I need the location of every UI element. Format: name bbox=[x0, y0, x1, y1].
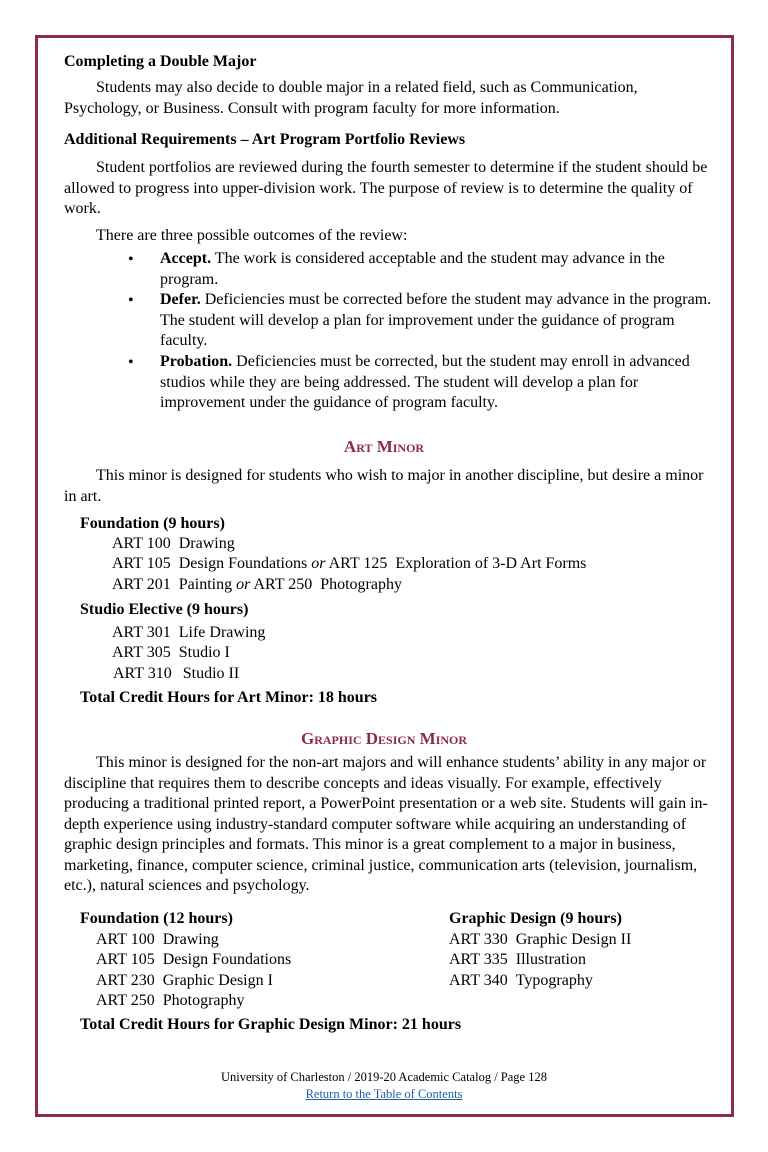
footer-link-wrap bbox=[0, 1086, 768, 1102]
course-code: ART 230 bbox=[96, 972, 155, 989]
course-row bbox=[449, 971, 593, 991]
art-minor-body: This minor is designed for students who wish to major in another discipline, but desire a minor in art. bbox=[64, 467, 704, 505]
bullet-icon: • bbox=[128, 292, 134, 309]
outcome-text: Deficiencies must be corrected before the student may advance in the program. The student will develop a plan for improvement under the guidance of program faculty. bbox=[160, 291, 712, 349]
course-row bbox=[449, 930, 631, 950]
gd-minor-body: This minor is designed for the non-art majors and will enhance students’ ability in any major or discipline that requires them to describe concepts and ideas visually. For example, effectively producing a traditional printed report, a PowerPoint presentation or a web site. Students will gain in-depth experience using industry-standard computer software while acquiring an understanding of graphic design principles and formats. This minor is a great complement to a major in business, marketing, finance, computer science, criminal justice, communication arts (television, journalism, etc.), natural sciences and psychology. bbox=[64, 754, 708, 894]
outcome-term: Defer. bbox=[160, 291, 201, 308]
or-connector: or bbox=[236, 576, 251, 593]
course-code: ART 105 bbox=[112, 555, 171, 572]
course-code: ART 340 bbox=[449, 972, 508, 989]
portfolio-heading: Additional Requirements – Art Program Portfolio Reviews bbox=[64, 131, 466, 148]
outcome-probation bbox=[160, 352, 720, 414]
course-title: Painting bbox=[178, 576, 233, 593]
course-code: ART 201 bbox=[112, 576, 171, 593]
outcome-term: Probation. bbox=[160, 353, 233, 370]
course-code: ART 330 bbox=[449, 931, 508, 948]
course-row bbox=[449, 950, 586, 970]
course-code: ART 125 bbox=[328, 555, 388, 572]
course-row bbox=[112, 623, 265, 643]
course-row bbox=[112, 554, 586, 574]
outcome-defer bbox=[160, 290, 720, 352]
outcome-term: Accept. bbox=[160, 250, 212, 267]
course-title: Design Foundations bbox=[162, 951, 292, 968]
double-major-body: Students may also decide to double major in a related field, such as Communication, Psychology, or Business. Consult with program faculty for more information. bbox=[64, 79, 638, 117]
course-row bbox=[112, 534, 235, 554]
course-code: ART 301 bbox=[112, 624, 171, 641]
art-minor-heading: Art Minor bbox=[343, 437, 425, 456]
art-minor-total: Total Credit Hours for Art Minor: 18 hours bbox=[80, 689, 378, 706]
course-row bbox=[96, 950, 291, 970]
course-code: ART 305 bbox=[112, 644, 171, 661]
course-title: Drawing bbox=[178, 535, 235, 552]
course-title: Graphic Design I bbox=[162, 972, 273, 989]
course-title: Photography bbox=[162, 992, 245, 1009]
course-code: ART 250 bbox=[96, 992, 155, 1009]
course-title: Studio II bbox=[182, 665, 240, 682]
gd-minor-total: Total Credit Hours for Graphic Design Minor: 21 hours bbox=[80, 1016, 462, 1033]
outcomes-intro: There are three possible outcomes of the review: bbox=[96, 227, 408, 244]
catalog-footer: University of Charleston / 2019-20 Academic Catalog / Page 128 bbox=[221, 1070, 547, 1084]
portfolio-body: Student portfolios are reviewed during the fourth semester to determine if the student should be allowed to progress into upper-division work. The purpose of review is to determine the quality of work. bbox=[64, 159, 708, 217]
gd-minor-heading: Graphic Design Minor bbox=[300, 729, 468, 748]
bullet-icon: • bbox=[128, 354, 134, 371]
course-code: ART 310 bbox=[113, 665, 172, 682]
course-title: Life Drawing bbox=[178, 624, 266, 641]
course-code: ART 105 bbox=[96, 951, 155, 968]
course-code: ART 100 bbox=[112, 535, 171, 552]
course-row bbox=[96, 930, 219, 950]
toc-link[interactable]: Return to the Table of Contents bbox=[305, 1087, 463, 1101]
course-title: Exploration of 3-D Art Forms bbox=[395, 555, 587, 572]
course-title: Photography bbox=[320, 576, 402, 593]
double-major-heading: Completing a Double Major bbox=[64, 53, 257, 70]
course-row bbox=[112, 575, 402, 595]
gd-courses-heading: Graphic Design (9 hours) bbox=[449, 910, 622, 927]
outcome-accept bbox=[160, 249, 720, 290]
art-elective-heading: Studio Elective (9 hours) bbox=[80, 601, 249, 618]
outcome-text: Deficiencies must be corrected, but the student may enroll in advanced studios while they are being addressed. The student will develop a plan for improvement under the guidance of program faculty. bbox=[160, 353, 690, 411]
outcome-text: The work is considered acceptable and the student may advance in the program. bbox=[160, 250, 665, 288]
art-foundation-heading: Foundation (9 hours) bbox=[80, 515, 225, 532]
course-title: Typography bbox=[515, 972, 593, 989]
course-title: Studio I bbox=[178, 644, 230, 661]
course-row bbox=[96, 991, 245, 1011]
or-connector: or bbox=[311, 555, 326, 572]
course-title: Illustration bbox=[515, 951, 586, 968]
course-title: Design Foundations bbox=[178, 555, 308, 572]
course-row bbox=[112, 643, 230, 663]
course-row bbox=[113, 664, 239, 684]
course-code: ART 250 bbox=[253, 576, 313, 593]
course-code: ART 335 bbox=[449, 951, 508, 968]
course-title: Graphic Design II bbox=[515, 931, 632, 948]
bullet-icon: • bbox=[128, 251, 134, 268]
gd-foundation-heading: Foundation (12 hours) bbox=[80, 910, 233, 927]
course-code: ART 100 bbox=[96, 931, 155, 948]
course-title: Drawing bbox=[162, 931, 219, 948]
course-row bbox=[96, 971, 273, 991]
